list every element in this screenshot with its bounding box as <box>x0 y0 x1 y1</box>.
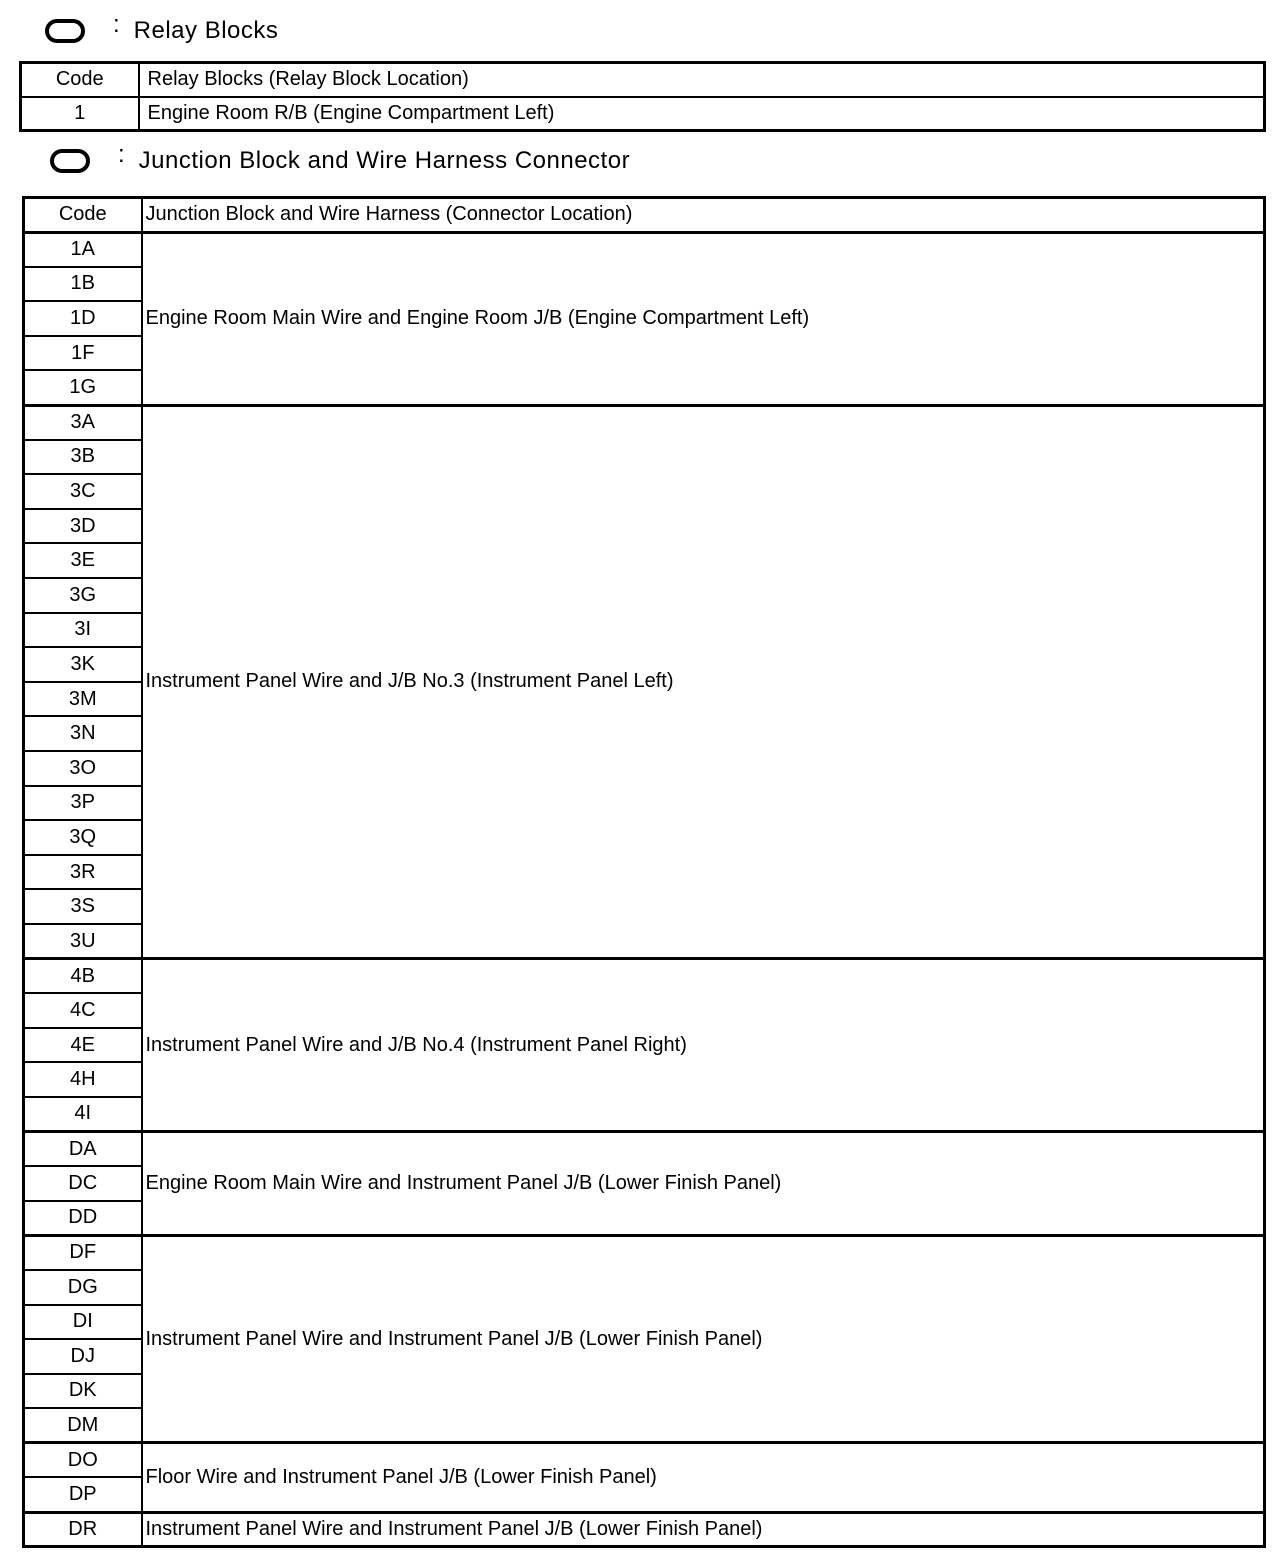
code-cell: 3I <box>24 613 142 648</box>
code-header: Code <box>21 63 139 97</box>
code-cell: DP <box>24 1477 142 1512</box>
code-cell: DG <box>24 1270 142 1305</box>
table-row <box>24 232 1265 267</box>
code-cell: 1G <box>24 370 142 405</box>
connector-group <box>24 1443 1265 1512</box>
connector-group <box>24 959 1265 1132</box>
code-cell: DA <box>24 1132 142 1167</box>
code-cell: DR <box>24 1512 142 1547</box>
connector-group <box>24 405 1265 959</box>
connector-group <box>24 232 1265 405</box>
code-cell: DC <box>24 1166 142 1201</box>
table-row <box>24 1132 1265 1167</box>
location-cell: Instrument Panel Wire and Instrument Panel J/B (Lower Finish Panel) <box>142 1512 1265 1547</box>
code-header: Code <box>24 198 142 233</box>
relay-blocks-legend <box>45 11 279 45</box>
code-cell: 3C <box>24 474 142 509</box>
table-row <box>24 959 1265 994</box>
table-header-row <box>21 63 1265 97</box>
legend-colon: : <box>118 141 125 168</box>
table-row <box>24 1443 1265 1478</box>
code-cell: 1A <box>24 232 142 267</box>
table-row <box>24 1235 1265 1270</box>
code-cell: 4C <box>24 993 142 1028</box>
junction-block-title: Junction Block and Wire Harness Connector <box>138 147 631 174</box>
table-row <box>21 97 1265 131</box>
code-cell: 3G <box>24 578 142 613</box>
table-header-row <box>24 198 1265 233</box>
junction-block-symbol-icon <box>50 149 90 173</box>
location-cell: Floor Wire and Instrument Panel J/B (Lower Finish Panel) <box>142 1443 1265 1512</box>
code-cell: DK <box>24 1374 142 1409</box>
code-cell: 3R <box>24 855 142 890</box>
code-cell: 4E <box>24 1028 142 1063</box>
code-cell: 1F <box>24 336 142 371</box>
code-cell: 3S <box>24 889 142 924</box>
location-cell: Engine Room R/B (Engine Compartment Left) <box>139 97 1265 131</box>
connector-group <box>24 1132 1265 1236</box>
code-cell: 3K <box>24 647 142 682</box>
code-cell: DD <box>24 1201 142 1236</box>
location-cell: Engine Room Main Wire and Instrument Panel J/B (Lower Finish Panel) <box>142 1132 1265 1236</box>
junction-block-table <box>22 196 1266 1548</box>
location-cell: Engine Room Main Wire and Engine Room J/B (Engine Compartment Left) <box>142 232 1265 405</box>
connector-group <box>24 1512 1265 1547</box>
code-cell: 3E <box>24 543 142 578</box>
location-cell: Instrument Panel Wire and J/B No.3 (Instrument Panel Left) <box>142 405 1265 959</box>
code-cell: DJ <box>24 1339 142 1374</box>
relay-blocks-title: Relay Blocks <box>133 17 279 44</box>
code-cell: 3D <box>24 509 142 544</box>
legend-colon: : <box>113 11 120 38</box>
code-cell: 3U <box>24 924 142 959</box>
code-cell: DI <box>24 1305 142 1340</box>
code-cell: DO <box>24 1443 142 1478</box>
location-header: Relay Blocks (Relay Block Location) <box>139 63 1265 97</box>
location-cell: Instrument Panel Wire and J/B No.4 (Instrument Panel Right) <box>142 959 1265 1132</box>
code-cell: 4B <box>24 959 142 994</box>
code-cell: 1 <box>21 97 139 131</box>
code-cell: 1B <box>24 267 142 302</box>
table-row <box>24 405 1265 440</box>
code-cell: DF <box>24 1235 142 1270</box>
table-row <box>24 1512 1265 1547</box>
code-cell: 3M <box>24 682 142 717</box>
code-cell: 3N <box>24 716 142 751</box>
code-cell: DM <box>24 1408 142 1443</box>
code-cell: 3P <box>24 786 142 821</box>
code-cell: 3B <box>24 440 142 475</box>
location-header: Junction Block and Wire Harness (Connector Location) <box>142 198 1265 233</box>
code-cell: 1D <box>24 301 142 336</box>
relay-blocks-table <box>19 61 1266 132</box>
relay-block-symbol-icon <box>45 19 85 43</box>
code-cell: 3O <box>24 751 142 786</box>
connector-group <box>24 1235 1265 1443</box>
code-cell: 3A <box>24 405 142 440</box>
location-cell: Instrument Panel Wire and Instrument Panel J/B (Lower Finish Panel) <box>142 1235 1265 1443</box>
junction-block-legend <box>50 141 631 175</box>
code-cell: 4I <box>24 1097 142 1132</box>
code-cell: 4H <box>24 1062 142 1097</box>
code-cell: 3Q <box>24 820 142 855</box>
